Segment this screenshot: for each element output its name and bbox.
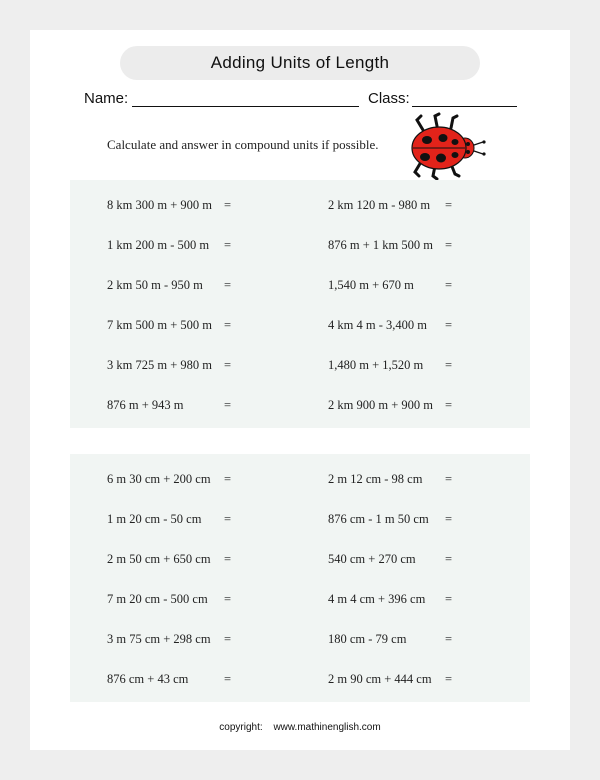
equals-sign: = <box>224 592 232 606</box>
problem-left-2: 1 m 20 cm - 50 cm <box>107 512 202 526</box>
name-answer-line[interactable] <box>132 106 359 107</box>
problem-left-1: 8 km 300 m + 900 m <box>107 198 212 212</box>
problem-left-5: 3 km 725 m + 980 m <box>107 358 212 372</box>
problem-right-5: 1,480 m + 1,520 m <box>328 358 424 372</box>
copyright-label: copyright: <box>219 722 263 733</box>
equals-sign: = <box>445 672 453 686</box>
problem-left-6: 876 m + 943 m <box>107 398 184 412</box>
equals-sign: = <box>445 472 453 486</box>
worksheet-page <box>30 30 570 750</box>
problem-right-3: 540 cm + 270 cm <box>328 552 416 566</box>
equals-sign: = <box>445 552 453 566</box>
equals-sign: = <box>224 472 232 486</box>
problem-right-2: 876 m + 1 km 500 m <box>328 238 433 252</box>
equals-sign: = <box>445 512 453 526</box>
problem-right-3: 1,540 m + 670 m <box>328 278 414 292</box>
problem-left-3: 2 m 50 cm + 650 cm <box>107 552 211 566</box>
equals-sign: = <box>224 198 232 212</box>
equals-sign: = <box>224 238 232 252</box>
problem-right-6: 2 m 90 cm + 444 cm <box>328 672 432 686</box>
equals-sign: = <box>224 512 232 526</box>
problem-left-6: 876 cm + 43 cm <box>107 672 189 686</box>
problem-right-4: 4 km 4 m - 3,400 m <box>328 318 427 332</box>
section-metres-centimetres <box>70 454 530 702</box>
footer <box>30 722 570 733</box>
ladybug-icon <box>401 112 487 182</box>
problem-right-6: 2 km 900 m + 900 m <box>328 398 433 412</box>
problem-right-1: 2 m 12 cm - 98 cm <box>328 472 423 486</box>
class-answer-line[interactable] <box>412 106 517 107</box>
name-class-row <box>84 88 524 112</box>
problem-right-5: 180 cm - 79 cm <box>328 632 407 646</box>
equals-sign: = <box>224 632 232 646</box>
equals-sign: = <box>224 552 232 566</box>
problem-left-4: 7 km 500 m + 500 m <box>107 318 212 332</box>
problem-left-5: 3 m 75 cm + 298 cm <box>107 632 211 646</box>
equals-sign: = <box>445 278 453 292</box>
equals-sign: = <box>224 318 232 332</box>
equals-sign: = <box>224 358 232 372</box>
section-kilometres-metres <box>70 180 530 428</box>
problem-left-3: 2 km 50 m - 950 m <box>107 278 203 292</box>
problem-left-4: 7 m 20 cm - 500 cm <box>107 592 208 606</box>
equals-sign: = <box>445 318 453 332</box>
equals-sign: = <box>445 398 453 412</box>
name-label: Name: <box>84 90 129 107</box>
equals-sign: = <box>445 592 453 606</box>
equals-sign: = <box>224 278 232 292</box>
equals-sign: = <box>224 672 232 686</box>
equals-sign: = <box>445 238 453 252</box>
equals-sign: = <box>224 398 232 412</box>
problem-right-2: 876 cm - 1 m 50 cm <box>328 512 429 526</box>
equals-sign: = <box>445 358 453 372</box>
instructions-text: Calculate and answer in compound units if possible. <box>107 137 379 152</box>
equals-sign: = <box>445 632 453 646</box>
site-link[interactable]: www.mathinenglish.com <box>273 722 381 733</box>
problem-right-4: 4 m 4 cm + 396 cm <box>328 592 426 606</box>
problem-right-1: 2 km 120 m - 980 m <box>328 198 431 212</box>
worksheet-title: Adding Units of Length <box>120 46 480 80</box>
problem-left-2: 1 km 200 m - 500 m <box>107 238 210 252</box>
class-label: Class: <box>368 90 410 107</box>
equals-sign: = <box>445 198 453 212</box>
problem-left-1: 6 m 30 cm + 200 cm <box>107 472 211 486</box>
